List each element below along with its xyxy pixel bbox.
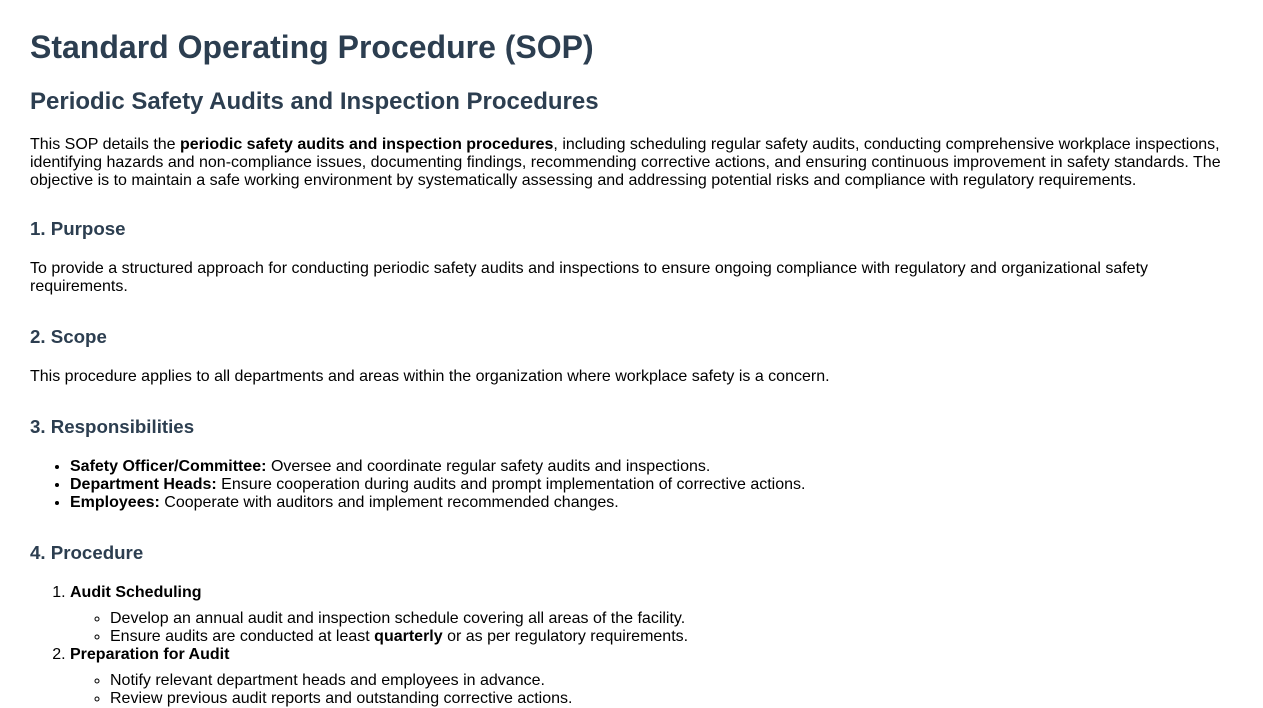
scope-text: This procedure applies to all departments and areas within the organization where workplace safety is a concern. — [30, 368, 830, 385]
role-description: Oversee and coordinate regular safety audits and inspections. — [270, 458, 711, 475]
role-label: Safety Officer/Committee: — [70, 458, 267, 475]
role-label: Employees: — [70, 494, 160, 511]
substep-text-end: or as per regulatory requirements. — [442, 628, 689, 645]
list-item — [110, 628, 1233, 646]
substep-text: Ensure audits are conducted at least — [110, 628, 375, 645]
procedure-heading: 4. Procedure — [30, 542, 144, 563]
list-item — [110, 690, 1233, 708]
intro-text-start: This SOP details the — [30, 136, 180, 153]
list-item — [110, 672, 1233, 690]
intro-paragraph — [30, 136, 1233, 190]
substep-emphasis: quarterly — [374, 628, 443, 645]
list-item — [70, 458, 1233, 476]
list-item — [70, 476, 1233, 494]
list-item — [70, 494, 1233, 512]
substep-text: Develop an annual audit and inspection schedule covering all areas of the facility. — [110, 610, 686, 627]
document-subtitle: Periodic Safety Audits and Inspection Procedures — [30, 88, 599, 115]
document-title: Standard Operating Procedure (SOP) — [30, 29, 594, 65]
intro-text-end: , including scheduling regular safety audits, conducting comprehensive workplace inspections, identifying hazards and non-compliance issues, documenting findings, recommending corrective actions, and ensuring continuous improvement in safety standards. The objective is to maintain a safe working environment by systematically assessing and addressing potential risks and compliance with regulatory requirements. — [30, 136, 1221, 189]
step-title: Audit Scheduling — [70, 584, 202, 601]
role-description: Cooperate with auditors and implement recommended changes. — [164, 494, 619, 511]
purpose-heading: 1. Purpose — [30, 218, 126, 239]
procedure-steps — [30, 584, 1233, 708]
purpose-text: To provide a structured approach for conducting periodic safety audits and inspections to ensure ongoing compliance with regulatory and organizational safety requirements. — [30, 260, 1149, 295]
scope-heading: 2. Scope — [30, 326, 107, 347]
intro-emphasis: periodic safety audits and inspection procedures — [180, 136, 554, 153]
role-description: Ensure cooperation during audits and prompt implementation of corrective actions. — [221, 476, 806, 493]
responsibilities-list — [30, 458, 1233, 512]
procedure-step — [70, 584, 1233, 646]
procedure-step — [70, 646, 1233, 708]
step-substeps — [70, 672, 1233, 708]
list-item — [110, 610, 1233, 628]
step-title: Preparation for Audit — [70, 646, 230, 663]
responsibilities-heading: 3. Responsibilities — [30, 416, 195, 437]
step-substeps — [70, 610, 1233, 646]
substep-text: Notify relevant department heads and employees in advance. — [110, 672, 545, 689]
substep-text: Review previous audit reports and outstanding corrective actions. — [110, 690, 573, 707]
role-label: Department Heads: — [70, 476, 217, 493]
